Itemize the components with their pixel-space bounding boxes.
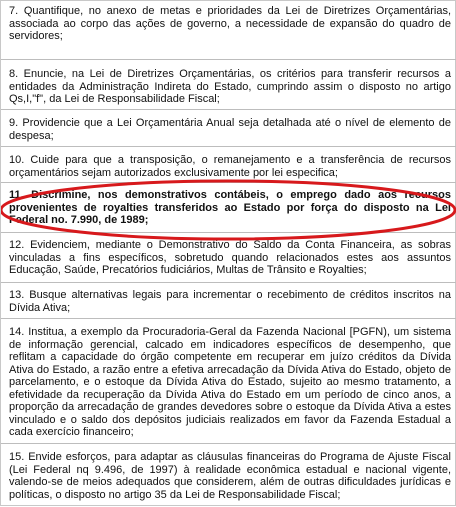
paragraph-divider [1, 443, 456, 444]
paragraph-divider [1, 182, 456, 183]
paragraph-divider [1, 318, 456, 319]
paragraph-divider [1, 109, 456, 110]
paragraph-divider [1, 59, 456, 60]
paragraph-15: 15. Envide esforços, para adaptar as cláusulas financeiras do Programa de Ajuste Fiscal (Lei Federal nq 9.496, de 1997) à realidade econômica estadual e nacional vigente, valendo-se de meios adequados que considerem, além de outras dificuldades jurídicas e políticas, o disposto no artigo 35 da Lei de Responsabilidade Fiscal; [9, 451, 451, 501]
paragraph-divider [1, 146, 456, 147]
paragraph-7: 7. Quantifique, no anexo de metas e prioridades da Lei de Diretrizes Orçamentárias, associada ao corpo das ações de governo, a necessidade de expansão do quadro de servidores; [9, 5, 451, 42]
paragraph-8: 8. Enuncie, na Lei de Diretrizes Orçamentárias, os critérios para transferir recursos a entidades da Administração Indireta do Estado, cumprindo assim o disposto no artigo Qs,I,"f", da Lei de Responsabilidade Fiscal; [9, 68, 451, 105]
paragraph-9: 9. Providencie que a Lei Orçamentária Anual seja detalhada até o nível de elemento de despesa; [9, 117, 451, 142]
paragraph-divider [1, 232, 456, 233]
paragraph-11-highlighted: 11. Discrimine, nos demonstrativos contábeis, o emprego dado aos recursos provenientes de royalties transferidos ao Estado por força do disposto na Lei Federal no. 7.990, de 1989; [9, 189, 451, 226]
paragraph-divider [1, 282, 456, 283]
paragraph-12: 12. Evidenciem, mediante o Demonstrativo do Saldo da Conta Financeira, as sobras vinculadas a fins específicos, sobretudo quando relacionados estes aos assuntos Educação, Saúde, Precatórios fudiciários, Multas de Trânsito e Royalties; [9, 239, 451, 276]
paragraph-13: 13. Busque alternativas legais para incrementar o recebimento de créditos inscritos na Dívida Ativa; [9, 289, 451, 314]
paragraph-14: 14. Institua, a exemplo da Procuradoria-Geral da Fazenda Nacional [PGFN), um sistema de informação gerencial, calcado em indicadores específicos de desempenho, que reflitam a capacidade do órgão competente em recuperar em juízo créditos da Dívida Ativa do Estado, a razão entre a efetiva arrecadação da Dívida Ativa do Estado, objeto de parcelamento, e o estoque da Dívida Ativa do Estado, sujeito ao mesmo tratamento, a efetividade da recuperação da Dívida Ativa do Estado em um período de cinco anos, a proporção da arrecadação de grandes devedores sobre o estoque da Dívida Ativa a estes vinculado e o saldo dos depósitos judiciais realizados em favor da Fazenda Estadual a cada exercício financeiro; [9, 326, 451, 438]
paragraph-10: 10. Cuide para que a transposição, o remanejamento e a transferência de recursos orçamentários sejam autorizados exclusivamente por lei especifica; [9, 154, 451, 179]
